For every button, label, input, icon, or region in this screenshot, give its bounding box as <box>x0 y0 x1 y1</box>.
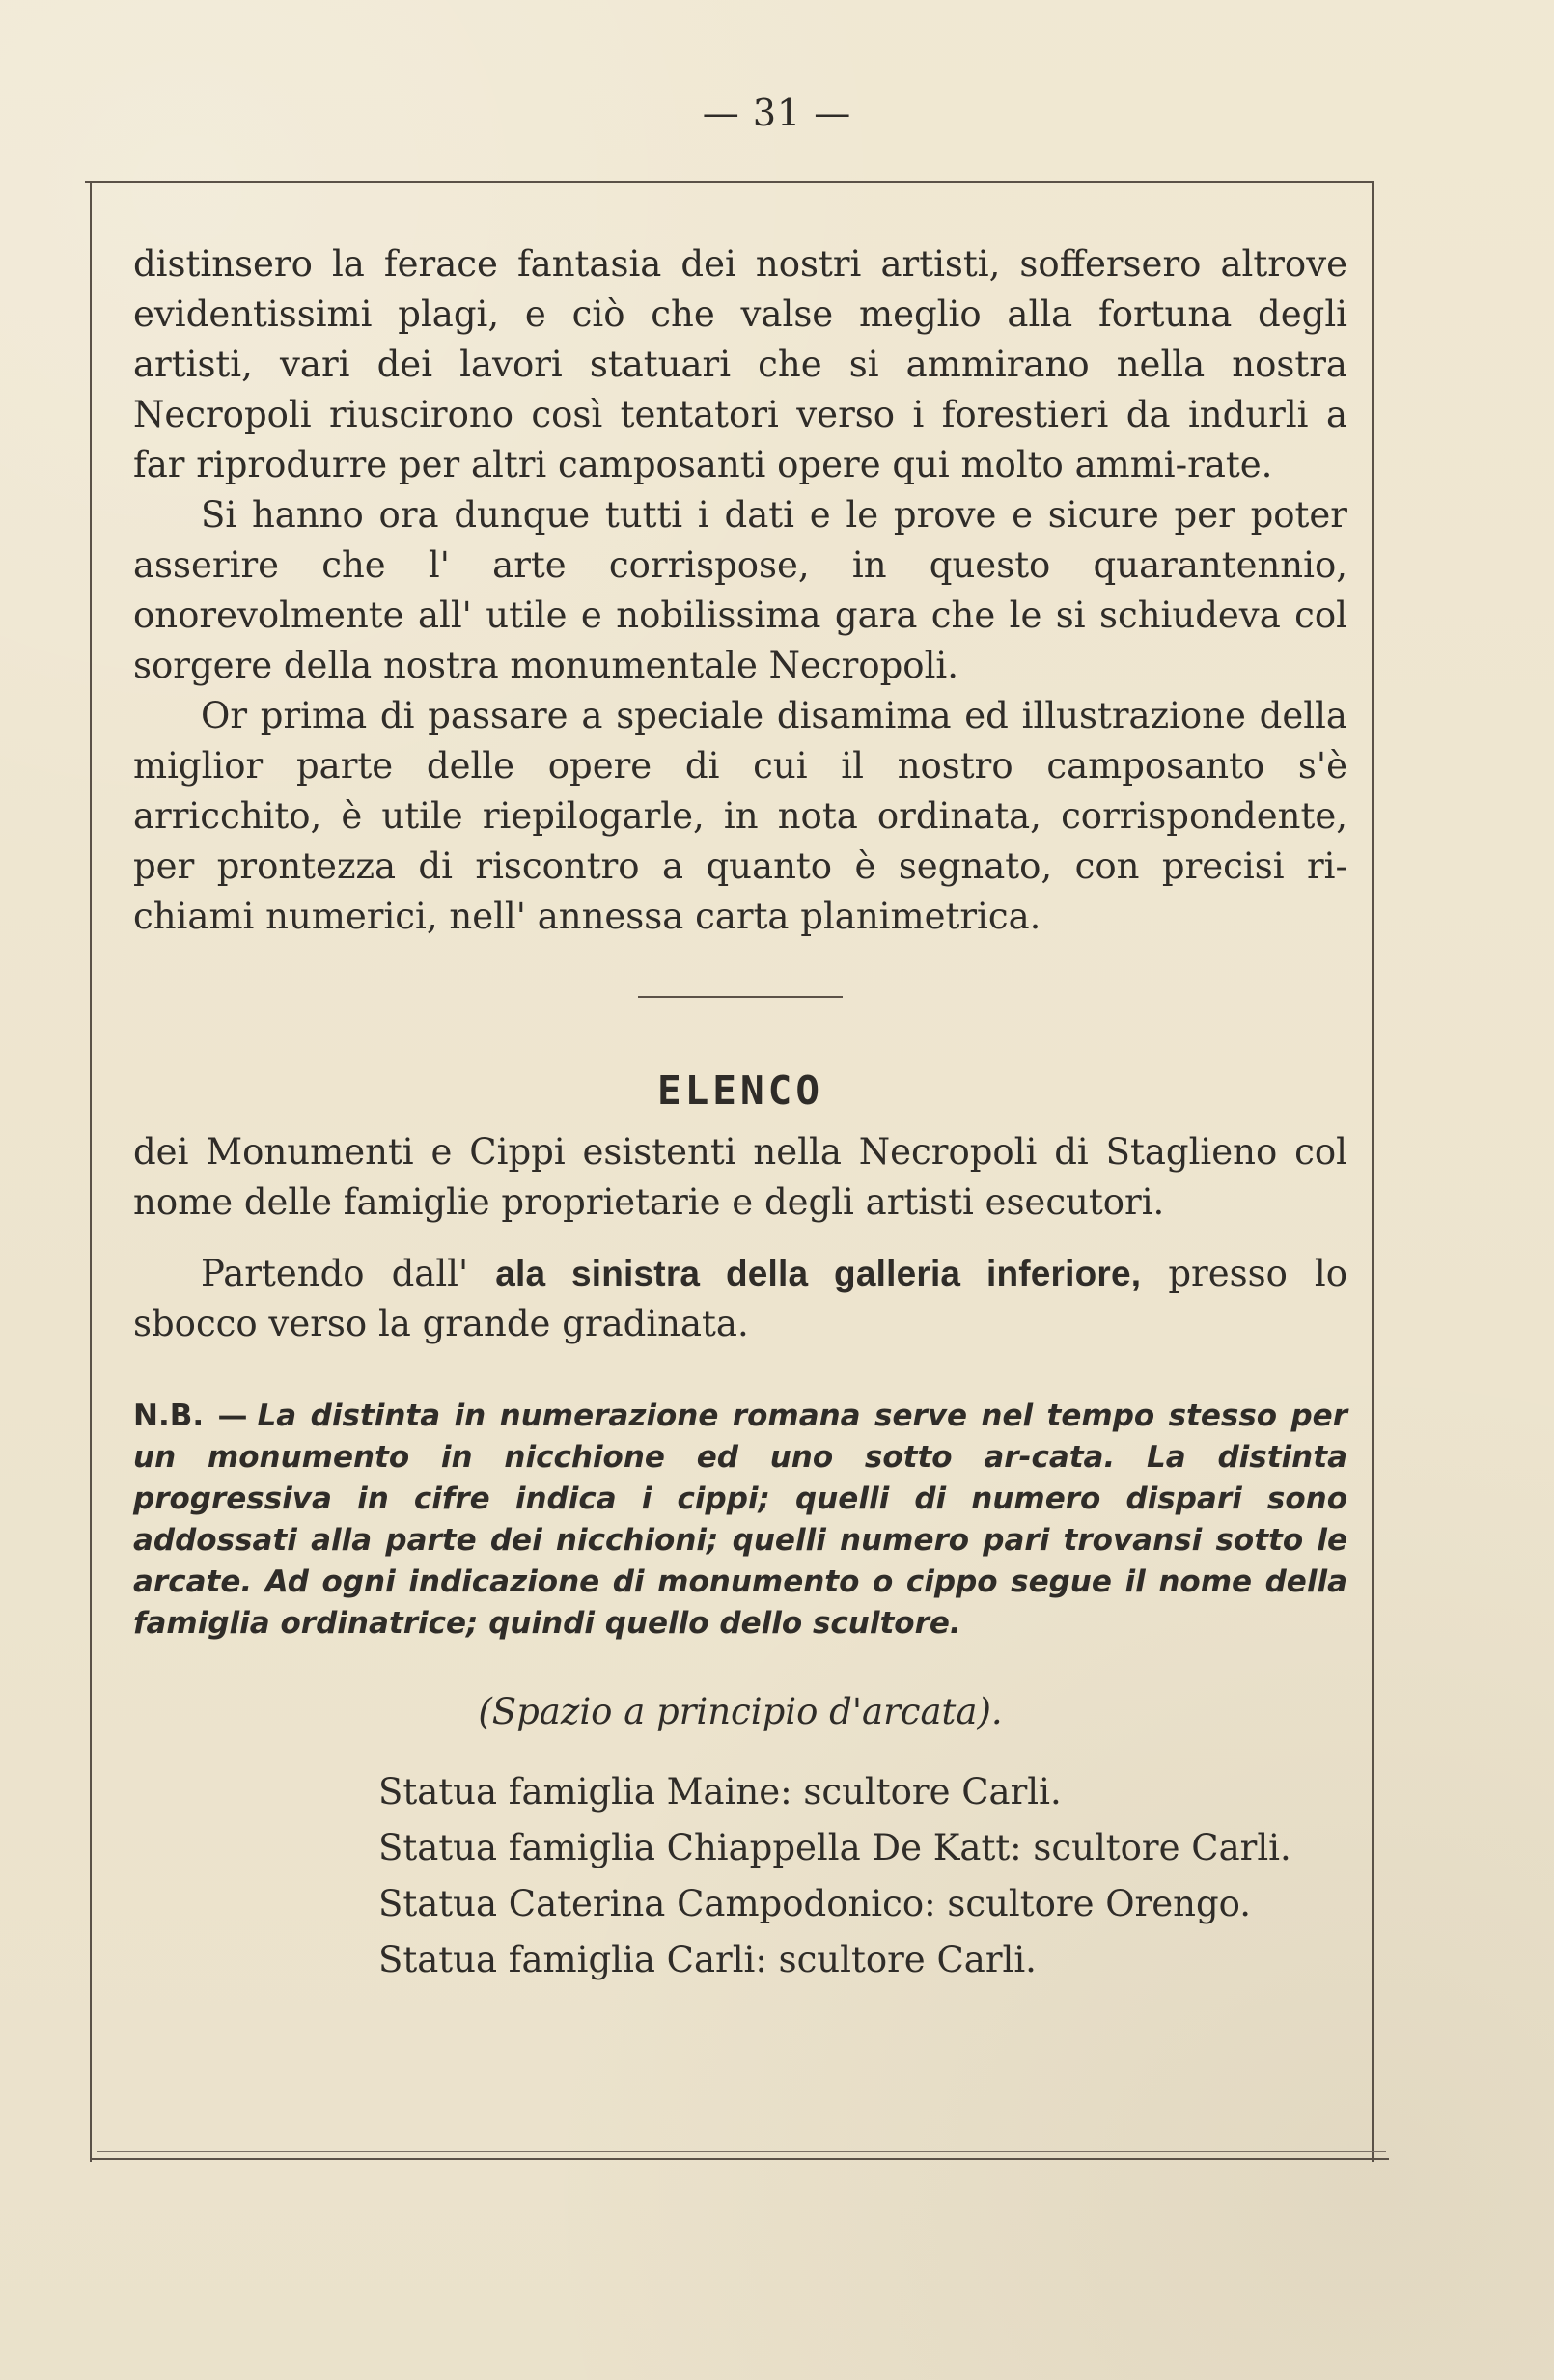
note-label: N.B. — <box>133 1398 248 1433</box>
page-content <box>133 239 1347 1988</box>
frame-bottom-thin-line <box>97 2151 1386 2152</box>
page-number: — 31 — <box>702 92 852 134</box>
space-title: (Spazio a principio d'arcata). <box>478 1691 1003 1732</box>
note-block <box>133 1396 1347 1645</box>
section-divider <box>638 996 843 998</box>
section-heading: ELENCO <box>656 1067 824 1114</box>
entry-1: Statua famiglia Maine: scultore Carli. <box>378 1771 1062 1813</box>
route-suffix: presso lo sbocco verso la grande gradinata. <box>133 1253 1348 1344</box>
route-bold-text: ala sinistra della galleria inferiore, <box>495 1254 1142 1293</box>
route-paragraph <box>133 1249 1347 1349</box>
frame-bottom-line <box>90 2158 1389 2160</box>
frame-right-line <box>1372 181 1374 2162</box>
paragraph-3: Or prima di passare a speciale disamima ed illustrazione della miglior parte delle opere di cui il nostro camposanto s'è arricchito, è utile riepilogarle, in nota ordinata, corrispondente, per prontezza di riscontro a quanto è segnato, con precisi ri-chiami numerici, nell' annessa carta planimetrica. <box>133 695 1347 937</box>
paragraph-2: Si hanno ora dunque tutti i dati e le prove e sicure per poter asserire che l' arte corrispose, in questo quarantennio, onorevolmente all' utile e nobilissima gara che le si schiudeva col sorgere della nostra monumentale Necropoli. <box>133 494 1347 686</box>
note-text: La distinta in numerazione romana serve nel tempo stesso per un monumento in nicchione ed uno sotto ar-cata. La distinta progressiva in cifre indica i cippi; quelli di numero dispari sono addossati alla parte dei nicchioni; quelli numero pari trovansi sotto le arcate. Ad ogni indicazione di monumento o cippo segue il nome della famiglia ordinatrice; quindi quello dello scultore. <box>133 1398 1347 1641</box>
frame-top-line <box>85 181 1372 183</box>
paragraph-1: distinsero la ferace fantasia dei nostri artisti, soffersero altrove evidentissimi plagi, e ciò che valse meglio alla fortuna degli artisti, vari dei lavori statuari che si ammirano nella nostra Necropoli riuscirono così tentatori verso i forestieri da indurli a far riprodurre per altri camposanti opere qui molto ammi-rate. <box>133 243 1347 485</box>
entry-3: Statua Caterina Campodonico: scultore Orengo. <box>378 1883 1252 1924</box>
frame-left-line <box>90 181 92 2162</box>
entry-2: Statua famiglia Chiappella De Katt: scultore Carli. <box>378 1827 1291 1868</box>
section-subtitle: dei Monumenti e Cippi esistenti nella Necropoli di Staglieno col nome delle famiglie proprietarie e degli artisti esecutori. <box>133 1131 1347 1223</box>
entry-list <box>378 1764 1347 1988</box>
entry-4: Statua famiglia Carli: scultore Carli. <box>378 1939 1037 1980</box>
route-prefix: Partendo dall' <box>201 1253 496 1294</box>
